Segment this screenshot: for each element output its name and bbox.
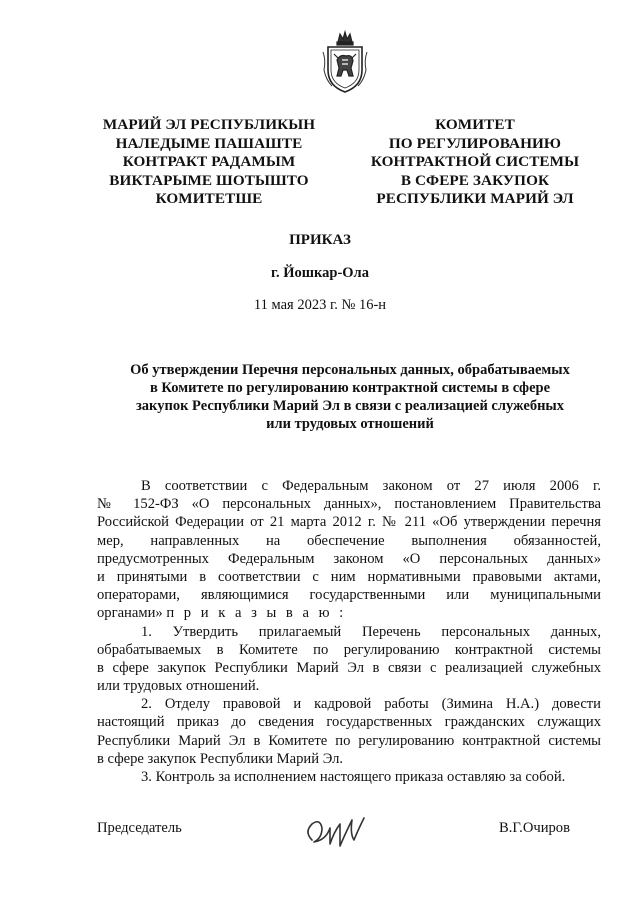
signatory-position: Председатель <box>97 820 182 836</box>
body-line: Российской Федерации от 21 марта 2012 г. № 211 «Об утверждении перечня <box>97 514 601 531</box>
body-line: 2. Отделу правовой и кадровой работы (Зимина Н.А.) довести <box>141 696 601 713</box>
body-line: органами» <box>97 605 163 622</box>
header-right-line: КОМИТЕТ <box>435 116 515 133</box>
header-right-russian <box>352 116 598 209</box>
coat-of-arms-emblem <box>322 30 368 94</box>
body-line: Республики Марий Эл в Комитете по регулированию контрактной системы <box>97 732 601 749</box>
body-line: предусмотренных Федеральным законом «О персональных данных» <box>97 550 601 567</box>
body-line: мер, направленных на обеспечение выполнения обязанностей, <box>97 532 601 549</box>
document-date-number: 11 мая 2023 г. № 16-н <box>253 297 387 313</box>
body-line-orders <box>97 604 601 622</box>
body-line: операторами, являющимися государственными или муниципальными <box>97 587 601 604</box>
header-left-line: МАРИЙ ЭЛ РЕСПУБЛИКЫН <box>102 116 316 133</box>
header-right-line: КОНТРАКТНОЙ СИСТЕМЫ <box>370 153 580 170</box>
document-city: г. Йошкар-Ола <box>271 265 369 281</box>
body-line: в сфере закупок Республики Марий Эл. <box>97 750 344 767</box>
header-left-line: КОНТРАКТ РАДАМЫМ <box>122 153 296 170</box>
document-body <box>97 477 601 786</box>
title-line: в Комитете по регулированию контрактной системы в сфере <box>149 380 551 396</box>
title-line: или трудовых отношений <box>266 416 434 432</box>
header-right-line: РЕСПУБЛИКИ МАРИЙ ЭЛ <box>376 190 574 207</box>
document-type: ПРИКАЗ <box>289 232 351 248</box>
title-line: Об утверждении Перечня персональных данных, обрабатываемых <box>130 362 570 378</box>
body-line: настоящий приказ до сведения государственных гражданских служащих <box>97 714 601 731</box>
body-line: В соответствии с Федеральным законом от 27 июля 2006 г. <box>141 478 601 494</box>
body-line: 1. Утвердить прилагаемый Перечень персональных данных, <box>141 623 601 640</box>
header-right-line: В СФЕРЕ ЗАКУПОК <box>400 171 550 189</box>
title-line: закупок Республики Марий Эл в связи с реализацией служебных <box>135 398 564 414</box>
body-line: обрабатываемых в Комитете по регулированию контрактной системы <box>97 641 601 658</box>
body-line: № 152-ФЗ «О персональных данных», постановлением Правительства <box>97 496 601 513</box>
body-line: и принятыми в соответствии с ним нормативными правовыми актами, <box>97 568 601 585</box>
header-left-line: НАЛЕДЫМЕ ПАШАШТЕ <box>115 134 303 152</box>
orders-word: п р и к а з ы в а ю : <box>166 605 347 622</box>
signatory-name: В.Г.Очиров <box>499 820 570 836</box>
header-left-line: КОМИТЕТШЕ <box>155 190 263 207</box>
body-line: в сфере закупок Республики Марий Эл в связи с реализацией служебных <box>97 659 601 676</box>
handwritten-signature <box>300 810 380 852</box>
header-left-marij <box>98 116 320 209</box>
body-line: 3. Контроль за исполнением настоящего приказа оставляю за собой. <box>141 769 566 785</box>
document-title <box>100 361 600 433</box>
header-left-line: ВИКТАРЫМЕ ШОТЫШТО <box>109 171 309 189</box>
body-line: или трудовых отношений. <box>97 678 260 695</box>
header-right-line: ПО РЕГУЛИРОВАНИЮ <box>388 134 562 152</box>
